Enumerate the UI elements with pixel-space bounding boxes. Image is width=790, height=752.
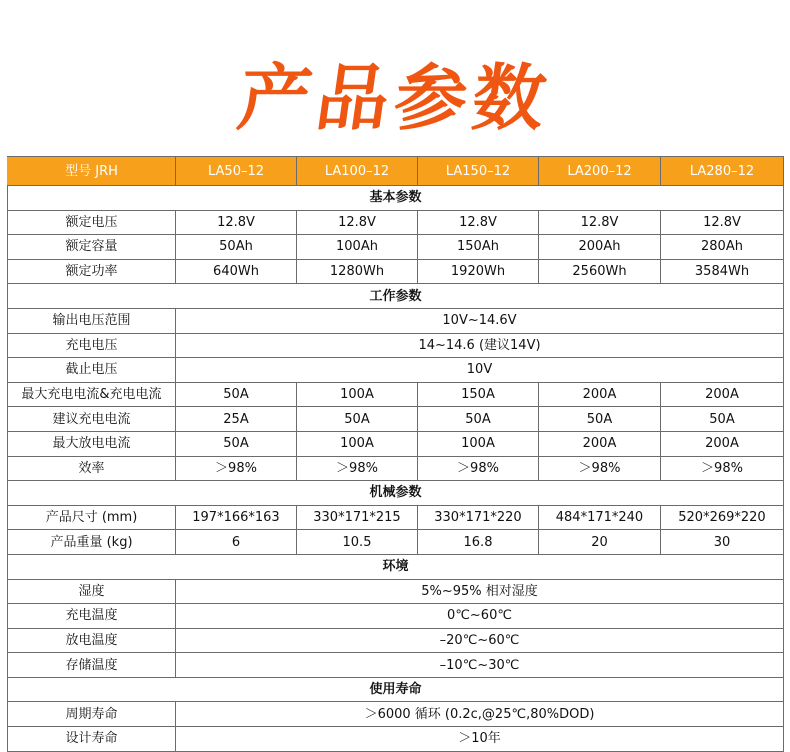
row-label: 额定电压 [8,210,176,235]
section-row [8,677,784,702]
value-cell: 1280Wh [297,259,418,284]
header-model-column: LA280–12 [661,157,784,186]
row-label: 建议充电电流 [8,407,176,432]
row-label: 最大放电电流 [8,431,176,456]
table-row [8,382,784,407]
table-row [8,702,784,727]
section-title: 工作参数 [8,284,784,309]
value-cell: 50A [176,382,297,407]
row-label: 充电温度 [8,604,176,629]
value-cell: 330*171*220 [418,505,539,530]
row-label: 额定容量 [8,235,176,260]
table-row [8,628,784,653]
value-cell: 16.8 [418,530,539,555]
table-row [8,259,784,284]
row-label: 输出电压范围 [8,308,176,333]
header-model-label: 型号 JRH [8,157,176,186]
row-label: 湿度 [8,579,176,604]
value-cell: 100A [418,431,539,456]
row-label: 充电电压 [8,333,176,358]
page-title: 产品参数 [233,56,557,140]
value-cell: 50A [661,407,784,432]
value-cell: 280Ah [661,235,784,260]
value-cell: 3584Wh [661,259,784,284]
value-cell: ＞98% [176,456,297,481]
value-cell: 50A [176,431,297,456]
row-label: 存储温度 [8,653,176,678]
value-cell: 520*269*220 [661,505,784,530]
section-row [8,284,784,309]
table-row [8,308,784,333]
value-cell: 12.8V [539,210,661,235]
value-cell: ＞98% [297,456,418,481]
table-row [8,604,784,629]
row-label: 放电温度 [8,628,176,653]
value-cell: 200Ah [539,235,661,260]
header-model-column: LA50–12 [176,157,297,186]
value-cell: 484*171*240 [539,505,661,530]
merged-value-cell: 10V [176,358,784,383]
spec-table [7,156,784,752]
value-cell: 6 [176,530,297,555]
row-label: 截止电压 [8,358,176,383]
table-row [8,579,784,604]
value-cell: 1920Wh [418,259,539,284]
title-area [0,52,790,144]
table-row [8,235,784,260]
header-model-column: LA100–12 [297,157,418,186]
value-cell: 200A [539,382,661,407]
table-row [8,505,784,530]
value-cell: 50Ah [176,235,297,260]
value-cell: 197*166*163 [176,505,297,530]
value-cell: ＞98% [661,456,784,481]
merged-value-cell: 10V~14.6V [176,308,784,333]
value-cell: 150Ah [418,235,539,260]
row-label: 效率 [8,456,176,481]
table-row [8,210,784,235]
value-cell: 12.8V [661,210,784,235]
value-cell: 2560Wh [539,259,661,284]
row-label: 最大充电电流&充电电流 [8,382,176,407]
row-label: 产品尺寸 (mm) [8,505,176,530]
merged-value-cell: ＞6000 循环 (0.2c,@25℃,80%DOD) [176,702,784,727]
row-label: 额定功率 [8,259,176,284]
value-cell: 30 [661,530,784,555]
table-body [8,186,784,752]
section-title: 机械参数 [8,481,784,506]
table-row [8,727,784,752]
table-row [8,407,784,432]
merged-value-cell: 5%~95% 相对湿度 [176,579,784,604]
row-label: 周期寿命 [8,702,176,727]
value-cell: 200A [661,382,784,407]
merged-value-cell: ＞10年 [176,727,784,752]
row-label: 设计寿命 [8,727,176,752]
table-row [8,431,784,456]
value-cell: ＞98% [539,456,661,481]
section-title: 基本参数 [8,186,784,211]
table-row [8,333,784,358]
header-model-column: LA150–12 [418,157,539,186]
table-row [8,530,784,555]
value-cell: 100Ah [297,235,418,260]
merged-value-cell: –10℃~30℃ [176,653,784,678]
section-row [8,186,784,211]
value-cell: 12.8V [176,210,297,235]
value-cell: 200A [539,431,661,456]
value-cell: 100A [297,382,418,407]
value-cell: 330*171*215 [297,505,418,530]
row-label: 产品重量 (kg) [8,530,176,555]
section-title: 使用寿命 [8,677,784,702]
section-row [8,481,784,506]
value-cell: 20 [539,530,661,555]
table-header-row [8,157,784,186]
header-model-column: LA200–12 [539,157,661,186]
value-cell: 12.8V [418,210,539,235]
value-cell: 10.5 [297,530,418,555]
section-row [8,554,784,579]
value-cell: 640Wh [176,259,297,284]
table-row [8,358,784,383]
merged-value-cell: 14~14.6 (建议14V) [176,333,784,358]
table-row [8,456,784,481]
table-row [8,653,784,678]
value-cell: 12.8V [297,210,418,235]
merged-value-cell: 0℃~60℃ [176,604,784,629]
value-cell: 200A [661,431,784,456]
merged-value-cell: –20℃~60℃ [176,628,784,653]
value-cell: 50A [539,407,661,432]
value-cell: 50A [418,407,539,432]
value-cell: 150A [418,382,539,407]
value-cell: 25A [176,407,297,432]
value-cell: 50A [297,407,418,432]
value-cell: ＞98% [418,456,539,481]
section-title: 环境 [8,554,784,579]
value-cell: 100A [297,431,418,456]
